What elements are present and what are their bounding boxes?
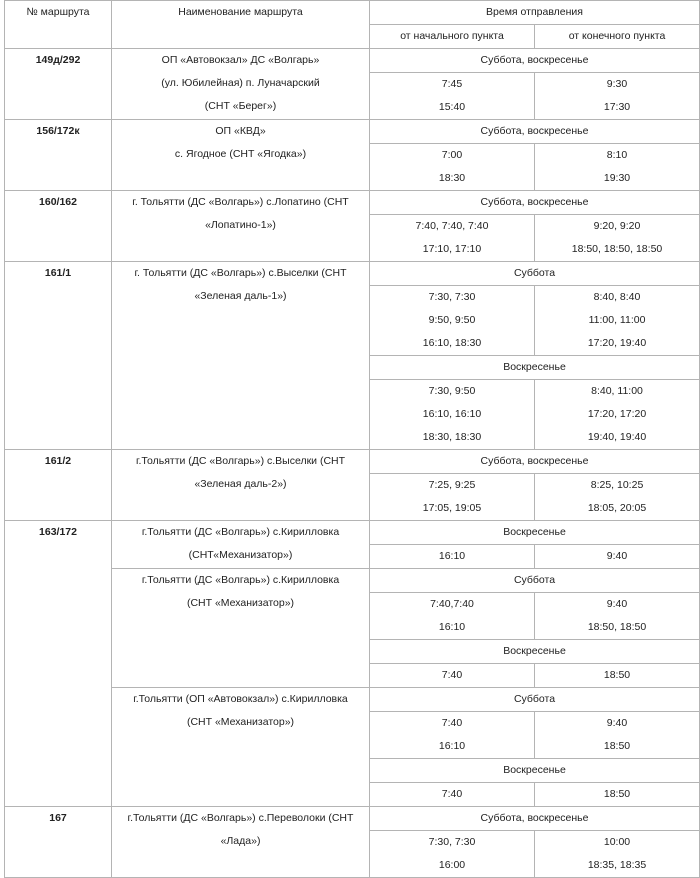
times-from-end-line: 9:40 [606, 717, 628, 729]
times-from-start-line: 7:40 [441, 788, 463, 800]
times-from-start-line: 7:00 [441, 149, 463, 161]
times-from-end-line: 17:20, 19:40 [587, 337, 647, 349]
header-row [5, 1, 700, 25]
times-from-start-line: 18:30 [438, 172, 466, 184]
times-from-end [535, 783, 700, 807]
schedule-days: Воскресенье [370, 356, 700, 380]
route-name [112, 262, 370, 450]
times-from-start-line: 7:40,7:40 [430, 598, 474, 610]
times-from-end-line: 8:40, 8:40 [593, 291, 641, 303]
route-name [112, 191, 370, 262]
times-from-start [370, 545, 535, 569]
route-name-line: (СНТ «Механизатор») [186, 597, 295, 609]
times-from-start-line: 16:10 [438, 550, 466, 562]
route-number: 149д/292 [5, 49, 112, 120]
route-name-line: с. Ягодное (СНТ «Ягодка») [174, 148, 307, 160]
times-from-start-line: 16:00 [438, 859, 466, 871]
times-from-start-line: 7:40, 7:40, 7:40 [415, 220, 489, 232]
times-from-end [535, 474, 700, 521]
route-number: 156/172к [5, 120, 112, 191]
times-from-end-line: 18:05, 20:05 [587, 502, 647, 514]
times-from-start-line: 16:10 [438, 621, 466, 633]
times-from-end-line: 8:40, 11:00 [591, 385, 643, 397]
route-name-line: (СНТ«Механизатор») [188, 549, 293, 561]
times-from-end-line: 10:00 [603, 836, 631, 848]
times-from-start [370, 215, 535, 262]
times-from-start [370, 380, 535, 450]
times-from-end [535, 593, 700, 640]
route-name-line: ОП «Автовокзал» ДС «Волгарь» [161, 54, 320, 66]
times-from-end-line: 9:40 [606, 550, 628, 562]
times-from-start [370, 73, 535, 120]
times-from-start-line: 7:30, 9:50 [428, 385, 476, 397]
schedule-days-row [5, 120, 700, 144]
times-from-end-line: 18:50 [603, 740, 631, 752]
header-from-end: от конечного пункта [535, 25, 700, 49]
header-route-no: № маршрута [5, 1, 112, 49]
schedule-days-row [5, 191, 700, 215]
times-from-start-line: 16:10 [438, 740, 466, 752]
times-from-start [370, 144, 535, 191]
times-from-end-line: 18:50, 18:50, 18:50 [571, 243, 663, 255]
times-from-end [535, 380, 700, 450]
route-name-line: г.Тольятти (ДС «Волгарь») с.Переволоки (СНТ «Лада») [127, 812, 354, 847]
route-name [112, 450, 370, 521]
route-name-line: г.Тольятти (ОП «Автовокзал») с.Кирилловка [133, 693, 348, 705]
route-number: 161/1 [5, 262, 112, 450]
route-name-line: (ул. Юбилейная) п. Луначарский [161, 77, 320, 89]
route-number: 160/162 [5, 191, 112, 262]
route-name-line: ОП «КВД» [215, 125, 266, 137]
route-name [112, 688, 370, 807]
schedule-days-row [5, 450, 700, 474]
schedule-days-row [5, 807, 700, 831]
route-name [112, 49, 370, 120]
times-from-end [535, 831, 700, 878]
times-from-end-line: 17:20, 17:20 [587, 408, 647, 420]
schedule-days: Суббота [370, 688, 700, 712]
schedule-days-row [5, 262, 700, 286]
route-name-line: (СНТ «Берег») [204, 100, 277, 112]
times-from-end [535, 545, 700, 569]
times-from-end-line: 18:50 [603, 669, 631, 681]
route-name-line: (СНТ «Механизатор») [186, 716, 295, 728]
times-from-start-line: 15:40 [438, 101, 466, 113]
times-from-end-line: 9:40 [606, 598, 628, 610]
header-route-name: Наименование маршрута [112, 1, 370, 49]
times-from-start-line: 7:30, 7:30 [428, 836, 476, 848]
times-from-start-line: 17:05, 19:05 [422, 502, 482, 514]
times-from-end-line: 8:25, 10:25 [590, 479, 644, 491]
schedule-days: Воскресенье [370, 759, 700, 783]
schedule-days: Воскресенье [370, 640, 700, 664]
times-from-start [370, 783, 535, 807]
schedule-days: Суббота, воскресенье [370, 120, 700, 144]
times-from-start-line: 18:30, 18:30 [422, 431, 482, 443]
route-name [112, 569, 370, 688]
route-name [112, 120, 370, 191]
times-from-start [370, 286, 535, 356]
route-name-line: г.Тольятти (ДС «Волгарь») с.Кирилловка [141, 526, 340, 538]
times-from-start-line: 16:10, 18:30 [422, 337, 482, 349]
times-from-start-line: 7:25, 9:25 [428, 479, 476, 491]
schedule-days: Суббота [370, 569, 700, 593]
header-from-start: от начального пункта [370, 25, 535, 49]
times-from-end-line: 19:30 [603, 172, 631, 184]
times-from-start [370, 593, 535, 640]
schedule-days: Суббота [370, 262, 700, 286]
times-from-end-line: 11:00, 11:00 [588, 314, 646, 326]
times-from-end [535, 664, 700, 688]
times-from-end-line: 18:50 [603, 788, 631, 800]
schedule-days: Суббота, воскресенье [370, 807, 700, 831]
route-name-line: г. Тольятти (ДС «Волгарь») с.Выселки (СНТ «Зеленая даль-1») [134, 267, 347, 302]
schedule-days: Суббота, воскресенье [370, 450, 700, 474]
schedule-days-row [5, 521, 700, 545]
header-departure-time: Время отправления [370, 1, 700, 25]
times-from-end [535, 144, 700, 191]
times-from-start-line: 7:45 [441, 78, 463, 90]
times-from-end [535, 73, 700, 120]
times-from-end [535, 215, 700, 262]
route-name [112, 521, 370, 569]
route-number: 167 [5, 807, 112, 878]
schedule-table [4, 0, 700, 878]
times-from-start-line: 17:10, 17:10 [422, 243, 482, 255]
times-from-end-line: 9:20, 9:20 [593, 220, 641, 232]
route-name-line: г.Тольятти (ДС «Волгарь») с.Выселки (СНТ «Зеленая даль-2») [135, 455, 346, 490]
times-from-start-line: 7:40 [441, 717, 463, 729]
times-from-start-line: 7:40 [441, 669, 463, 681]
times-from-end [535, 712, 700, 759]
times-from-end-line: 18:35, 18:35 [587, 859, 647, 871]
route-name-line: г.Тольятти (ДС «Волгарь») с.Кирилловка [141, 574, 340, 586]
times-from-start [370, 664, 535, 688]
times-from-end-line: 8:10 [606, 149, 628, 161]
route-number: 161/2 [5, 450, 112, 521]
schedule-days: Суббота, воскресенье [370, 49, 700, 73]
times-from-start [370, 712, 535, 759]
times-from-end-line: 19:40, 19:40 [587, 431, 647, 443]
route-name [112, 807, 370, 878]
times-from-end-line: 9:30 [606, 78, 628, 90]
times-from-start-line: 16:10, 16:10 [422, 408, 482, 420]
times-from-end-line: 18:50, 18:50 [587, 621, 647, 633]
route-name-line: г. Тольятти (ДС «Волгарь») с.Лопатино (СНТ «Лопатино-1») [132, 196, 349, 231]
times-from-end [535, 286, 700, 356]
schedule-days: Воскресенье [370, 521, 700, 545]
route-number: 163/172 [5, 521, 112, 807]
times-from-start [370, 474, 535, 521]
schedule-days-row [5, 49, 700, 73]
schedule-days: Суббота, воскресенье [370, 191, 700, 215]
times-from-start-line: 9:50, 9:50 [428, 314, 476, 326]
times-from-start [370, 831, 535, 878]
times-from-end-line: 17:30 [603, 101, 631, 113]
times-from-start-line: 7:30, 7:30 [428, 291, 476, 303]
